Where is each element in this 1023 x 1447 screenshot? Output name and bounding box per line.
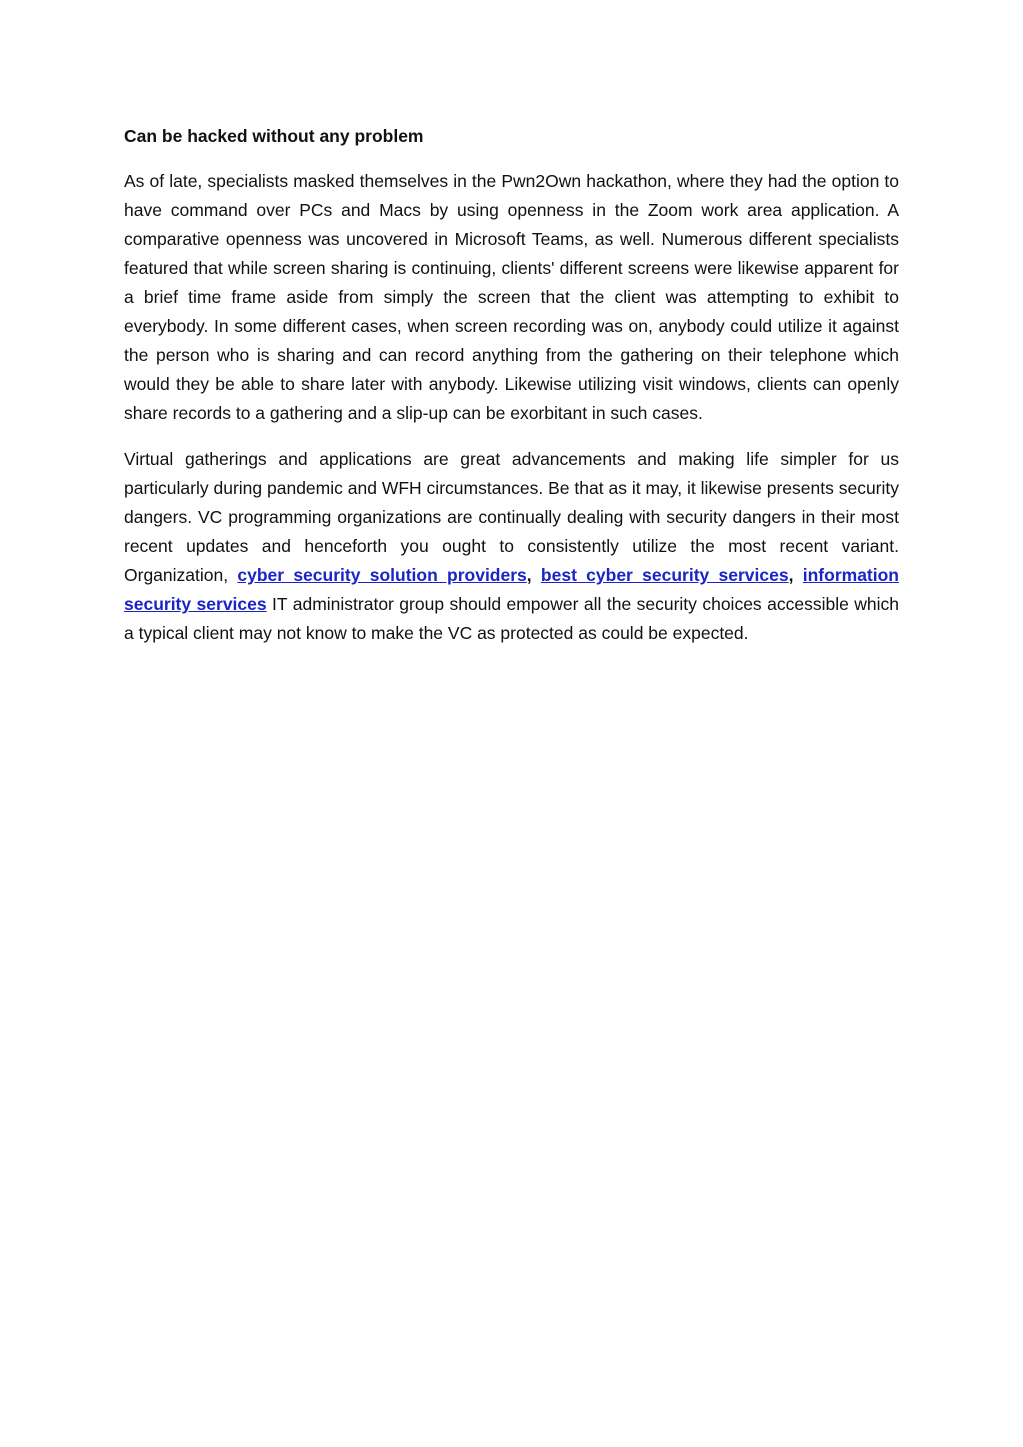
link-cyber-security-solution-providers[interactable]: cyber security solution providers xyxy=(237,565,527,585)
paragraph-1: As of late, specialists masked themselves in the Pwn2Own hackathon, where they had the option to have command over PCs and Macs by using openness in the Zoom work area application. A comparative openness was uncovered in Microsoft Teams, as well. Numerous different specialists featured that while screen sharing is continuing, clients' different screens were likewise apparent for a brief time frame aside from simply the screen that the client was attempting to exhibit to everybody. In some different cases, when screen recording was on, anybody could utilize it against the person who is sharing and can record anything from the gathering on their telephone which would they be able to share later with anybody. Likewise utilizing visit windows, clients can openly share records to a gathering and a slip-up can be exorbitant in such cases. xyxy=(124,171,899,423)
link-separator-2: , xyxy=(788,565,803,585)
link-separator-1: , xyxy=(526,565,541,585)
paragraph-2-text-before: Virtual gatherings and applications are great advancements and making life simpler for us particularly during pandemic and WFH circumstances. Be that as it may, it likewise presents security dangers. VC programming organizations are continually dealing with security dangers in their most recent updates and henceforth you ought to consistently utilize the most recent variant. Organization, xyxy=(124,449,899,585)
paragraph-2 xyxy=(124,445,899,648)
paragraph-2-text-after: IT administrator group should empower all the security choices accessible which a typical client may not know to make the VC as protected as could be expected. xyxy=(124,594,899,643)
link-information-security-services[interactable]: information security services xyxy=(124,565,899,614)
document-page xyxy=(124,122,899,665)
link-best-cyber-security-services[interactable]: best cyber security services xyxy=(540,565,789,585)
section-heading: Can be hacked without any problem xyxy=(124,126,424,146)
